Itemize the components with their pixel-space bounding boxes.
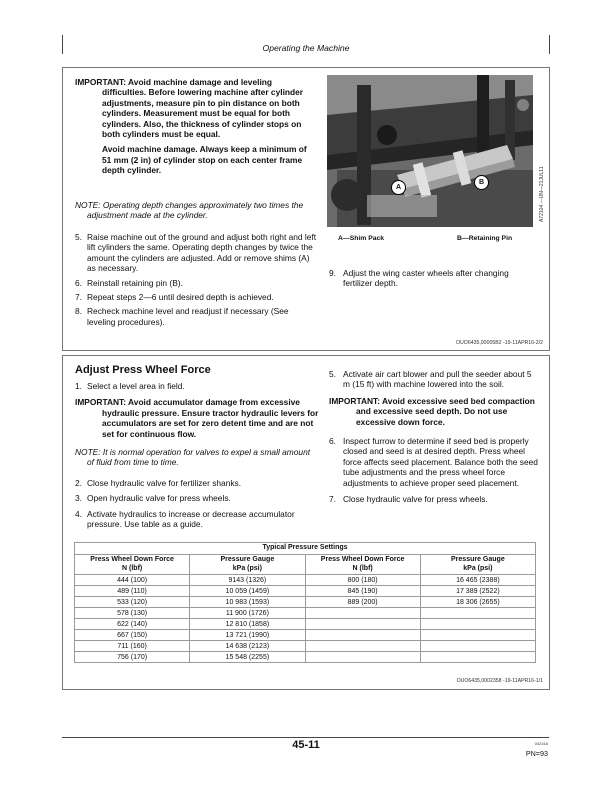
step-number: 3. [75,493,82,504]
table-cell: 756 (170) [75,652,190,663]
step-number: 5. [329,369,336,379]
step-text: Activate hydraulics to increase or decrease accumulator pressure. Use table as a guide. [87,508,295,530]
important-compaction [329,396,539,427]
table-row [75,608,536,619]
step-5 [329,369,539,390]
table-cell: 800 (180) [305,575,420,586]
right-column [329,369,539,504]
step-text: Repeat steps 2—6 until desired depth is achieved. [87,292,274,303]
table-row [75,619,536,630]
step-text: Adjust the wing caster wheels after changing fertilizer depth. [343,268,509,289]
left-column [75,381,319,529]
header-line: Pressure Gauge [451,556,505,564]
table-cell: 711 (160) [75,641,190,652]
table-cell: 10 059 (1459) [190,586,305,597]
caption-shim-pack: A—Shim Pack [338,235,385,242]
footer-code: 042416 [534,741,548,746]
section-title: Adjust Press Wheel Force [75,364,211,376]
table-cell: 667 (150) [75,630,190,641]
step-6 [329,436,539,488]
note-fluid: NOTE: It is normal operation for valves to expel a small amount of fluid from time to time. [75,447,311,468]
table-cell: 444 (100) [75,575,190,586]
table-cell: 845 (190) [305,586,420,597]
table-cell: 18 306 (2655) [420,597,535,608]
table-cell [420,608,535,619]
step-text: Close hydraulic valve for press wheels. [343,494,488,505]
important-text: Avoid machine damage and leveling difficulties. Before lowering machine after cylinder adjustments, measure pin to pin distance on both cylinders. Measurement must be equal for both cylinders. Also, the thickness of cylinder stops on both cylinders must be equal. [102,77,304,140]
step-number: 7. [329,494,336,505]
table-cell [420,619,535,630]
table-cell: 17 389 (2522) [420,586,535,597]
step-7 [75,292,319,302]
table-cell: 489 (110) [75,586,190,597]
step-text: Recheck machine level and readjust if necessary (See leveling procedures). [87,306,289,327]
header-unit: kPa (psi) [463,564,493,572]
header-line: Press Wheel Down Force [90,556,174,564]
col-header-force-1 [75,555,190,575]
step-text: Open hydraulic valve for press wheels. [87,493,231,504]
table-row [75,597,536,608]
col-header-force-2 [305,555,420,575]
step-text: Raise machine out of the ground and adjust both right and left lift cylinders the same. Operating depth changes by twice the amount the cylinders are adjusted. Add or remove shims (A) as necessary. [87,232,317,274]
table-cell [305,641,420,652]
step-2 [75,478,319,488]
table-cell [305,630,420,641]
step-number: 5. [75,232,82,242]
table-cell [305,619,420,630]
important-paragraph [75,77,317,139]
page-number: 45-11 [292,739,320,751]
step-7 [329,494,539,504]
table-cell: 9143 (1326) [190,575,305,586]
image-id: A72104 —UN—21JUL11 [539,166,545,222]
step-6 [75,278,319,288]
table-cell: 16 465 (2388) [420,575,535,586]
reference-code: OUO6435,0002358 -19-11APR16-1/1 [456,678,543,684]
important-accumulator [75,397,319,439]
important-block-1 [75,77,317,176]
important-text: Avoid accumulator damage from excessive hydraulic pressure. Ensure tractor hydraulic levers for accumulators are set for zero detent time and are not set for continuous flow. [102,397,319,439]
step-5 [75,232,319,274]
step-text: Close hydraulic valve for fertilizer shanks. [87,477,242,488]
important-text: Avoid excessive seed bed compaction and excessive seed depth. Do not use excessive down force. [356,395,535,427]
step-4 [75,509,319,530]
table-cell: 12 810 (1858) [190,619,305,630]
step-text: Inspect furrow to determine if seed bed is properly closed and seed is at desired depth. Press wheel force affects seed placement. Balance both the seed tube adjustments and the press wheel force adjustments to achieve proper seed placement. [343,436,538,488]
step-text: Activate air cart blower and pull the seeder about 5 m (15 ft) with machine lowered into the soil. [343,369,532,390]
section-cylinder-adjustment [62,67,550,351]
table-row [75,586,536,597]
important-paragraph-2: Avoid machine damage. Always keep a minimum of 51 mm (2 in) of cylinder stop on each center frame depth cylinder. [102,144,307,176]
col-header-gauge-1 [190,555,305,575]
important-label: IMPORTANT: [75,77,127,87]
table-cell: 889 (200) [305,597,420,608]
table-row [75,575,536,586]
section-press-wheel-force [62,355,550,690]
table-row [75,652,536,663]
cylinder-illustration [327,75,533,227]
table-cell [305,608,420,619]
step-number: 2. [75,477,82,488]
pressure-settings-table [74,542,536,663]
table-cell: 13 721 (1990) [190,630,305,641]
table-cell: 10 983 (1593) [190,597,305,608]
cylinder-photo [327,75,533,227]
table-cell [420,652,535,663]
step-number: 6. [75,277,82,288]
page-header-title: Operating the Machine [262,43,350,53]
step-number: 1. [75,381,82,391]
step-number: 6. [329,436,336,447]
footer-rule [62,737,549,738]
steps-list-1 [75,232,319,327]
caption-retaining-pin: B—Retaining Pin [457,235,513,242]
table-cell [420,641,535,652]
table-cell [305,652,420,663]
step-number: 9. [329,268,336,278]
header-unit: N (lbf) [352,564,373,572]
step-8 [75,306,319,327]
table-cell: 533 (120) [75,597,190,608]
pn-label: PN=93 [525,749,548,758]
step-text: Select a level area in field. [87,381,185,391]
important-label: IMPORTANT: [75,397,127,408]
note-depth: NOTE: Operating depth changes approximately two times the adjustment made at the cylinder. [75,200,304,221]
table-cell: 578 (130) [75,608,190,619]
callout-b: B [474,175,489,190]
table-title: Typical Pressure Settings [75,543,536,555]
header-line: Pressure Gauge [220,556,275,564]
reference-code: OUO6435,00005B2 -19-11APR16-2/2 [456,340,543,346]
table-row [75,641,536,652]
step-9 [329,268,539,289]
table-cell [420,630,535,641]
header-unit: kPa (psi) [232,564,262,572]
step-3 [75,493,319,503]
important-label: IMPORTANT: [329,395,381,406]
step-number: 8. [75,306,82,317]
table-cell: 14 638 (2123) [190,641,305,652]
callout-a: A [391,180,406,195]
step-number: 4. [75,508,82,519]
step-text: Reinstall retaining pin (B). [87,277,183,288]
step-1 [75,381,319,391]
step-number: 7. [75,292,82,303]
table-row [75,630,536,641]
table-cell: 11 900 (1726) [190,608,305,619]
header-unit: N (lbf) [122,564,143,572]
table-cell: 622 (140) [75,619,190,630]
header-line: Press Wheel Down Force [320,556,405,564]
col-header-gauge-2 [420,555,535,575]
table-cell: 15 548 (2255) [190,652,305,663]
